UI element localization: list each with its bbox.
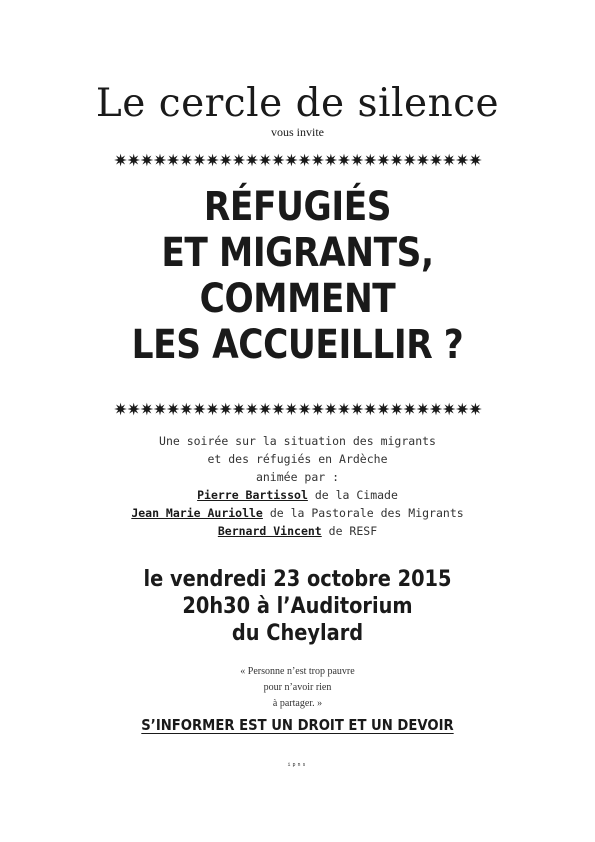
star-icon bbox=[232, 403, 245, 416]
star-icon bbox=[416, 154, 429, 167]
star-icon bbox=[140, 154, 153, 167]
star-icon bbox=[193, 154, 206, 167]
star-icon bbox=[127, 154, 140, 167]
star-icon bbox=[403, 403, 416, 416]
motto bbox=[0, 715, 595, 735]
star-icon bbox=[232, 154, 245, 167]
star-icon bbox=[469, 403, 482, 416]
star-icon bbox=[377, 154, 390, 167]
star-icon bbox=[193, 403, 206, 416]
description-line-3: animée par : bbox=[255, 470, 340, 484]
star-icon bbox=[206, 403, 219, 416]
imprint-mention: ipns bbox=[287, 762, 308, 768]
star-icon bbox=[140, 403, 153, 416]
quote-line-2: pour n’avoir rien bbox=[263, 682, 332, 693]
star-icon bbox=[430, 154, 443, 167]
star-icon bbox=[219, 154, 232, 167]
event-venue: du Cheylard bbox=[231, 621, 364, 646]
star-icon bbox=[298, 154, 311, 167]
star-icon bbox=[324, 403, 337, 416]
star-icon bbox=[298, 403, 311, 416]
star-icon bbox=[114, 154, 127, 167]
star-icon bbox=[272, 403, 285, 416]
event-details bbox=[36, 566, 560, 647]
speaker-org: de la Cimade bbox=[314, 488, 398, 502]
headline-line-1: RÉFUGIÉS bbox=[203, 184, 392, 230]
speaker-2 bbox=[0, 504, 595, 522]
quote-line-3: à partager. » bbox=[272, 698, 323, 709]
star-icon bbox=[154, 403, 167, 416]
star-icon bbox=[246, 154, 259, 167]
speaker-org: de la Pastorale des Migrants bbox=[269, 506, 464, 520]
headline-line-2: ET MIGRANTS, bbox=[161, 230, 434, 276]
star-divider-icon bbox=[114, 402, 482, 416]
star-icon bbox=[180, 403, 193, 416]
star-icon bbox=[338, 154, 351, 167]
star-icon bbox=[259, 403, 272, 416]
speaker-name: Bernard Vincent bbox=[217, 524, 322, 538]
invite-subtitle: vous invite bbox=[271, 125, 324, 139]
star-icon bbox=[351, 154, 364, 167]
star-icon bbox=[338, 403, 351, 416]
event-time-place: 20h30 à l’Auditorium bbox=[182, 594, 413, 619]
star-icon bbox=[246, 403, 259, 416]
star-icon bbox=[469, 154, 482, 167]
star-icon bbox=[324, 154, 337, 167]
speaker-name: Pierre Bartissol bbox=[197, 488, 308, 502]
star-icon bbox=[364, 154, 377, 167]
speaker-1 bbox=[0, 486, 595, 504]
star-icon bbox=[259, 154, 272, 167]
star-icon bbox=[167, 154, 180, 167]
star-icon bbox=[311, 154, 324, 167]
speaker-name: Jean Marie Auriolle bbox=[131, 506, 263, 520]
star-icon bbox=[114, 403, 127, 416]
star-icon bbox=[443, 154, 456, 167]
headline-line-4: LES ACCUEILLIR ? bbox=[131, 322, 464, 368]
star-divider-bottom bbox=[114, 402, 482, 416]
star-icon bbox=[390, 154, 403, 167]
star-icon bbox=[430, 403, 443, 416]
star-icon bbox=[167, 403, 180, 416]
star-icon bbox=[456, 154, 469, 167]
headline bbox=[42, 184, 554, 368]
star-icon bbox=[351, 403, 364, 416]
description-line-1: Une soirée sur la situation des migrants bbox=[159, 434, 436, 448]
star-icon bbox=[377, 403, 390, 416]
star-icon bbox=[206, 154, 219, 167]
star-icon bbox=[364, 403, 377, 416]
star-icon bbox=[219, 403, 232, 416]
star-divider-icon bbox=[114, 153, 482, 167]
star-icon bbox=[416, 403, 429, 416]
star-icon bbox=[285, 154, 298, 167]
speaker-3 bbox=[0, 522, 595, 540]
star-divider-top bbox=[114, 153, 482, 167]
star-icon bbox=[272, 154, 285, 167]
star-icon bbox=[127, 403, 140, 416]
description-line-2: et des réfugiés en Ardèche bbox=[207, 452, 388, 466]
quote bbox=[0, 664, 595, 712]
star-icon bbox=[311, 403, 324, 416]
speaker-org: de RESF bbox=[328, 524, 378, 538]
star-icon bbox=[390, 403, 403, 416]
star-icon bbox=[403, 154, 416, 167]
event-date: le vendredi 23 octobre 2015 bbox=[143, 567, 452, 592]
motto-text: S’INFORMER EST UN DROIT ET UN DEVOIR bbox=[141, 716, 454, 734]
star-icon bbox=[154, 154, 167, 167]
star-icon bbox=[285, 403, 298, 416]
star-icon bbox=[456, 403, 469, 416]
star-icon bbox=[180, 154, 193, 167]
headline-line-3: COMMENT bbox=[199, 276, 396, 322]
description bbox=[0, 432, 595, 540]
star-icon bbox=[443, 403, 456, 416]
organizer-title: Le cercle de silence bbox=[95, 81, 500, 126]
quote-line-1: « Personne n’est trop pauvre bbox=[240, 666, 355, 677]
